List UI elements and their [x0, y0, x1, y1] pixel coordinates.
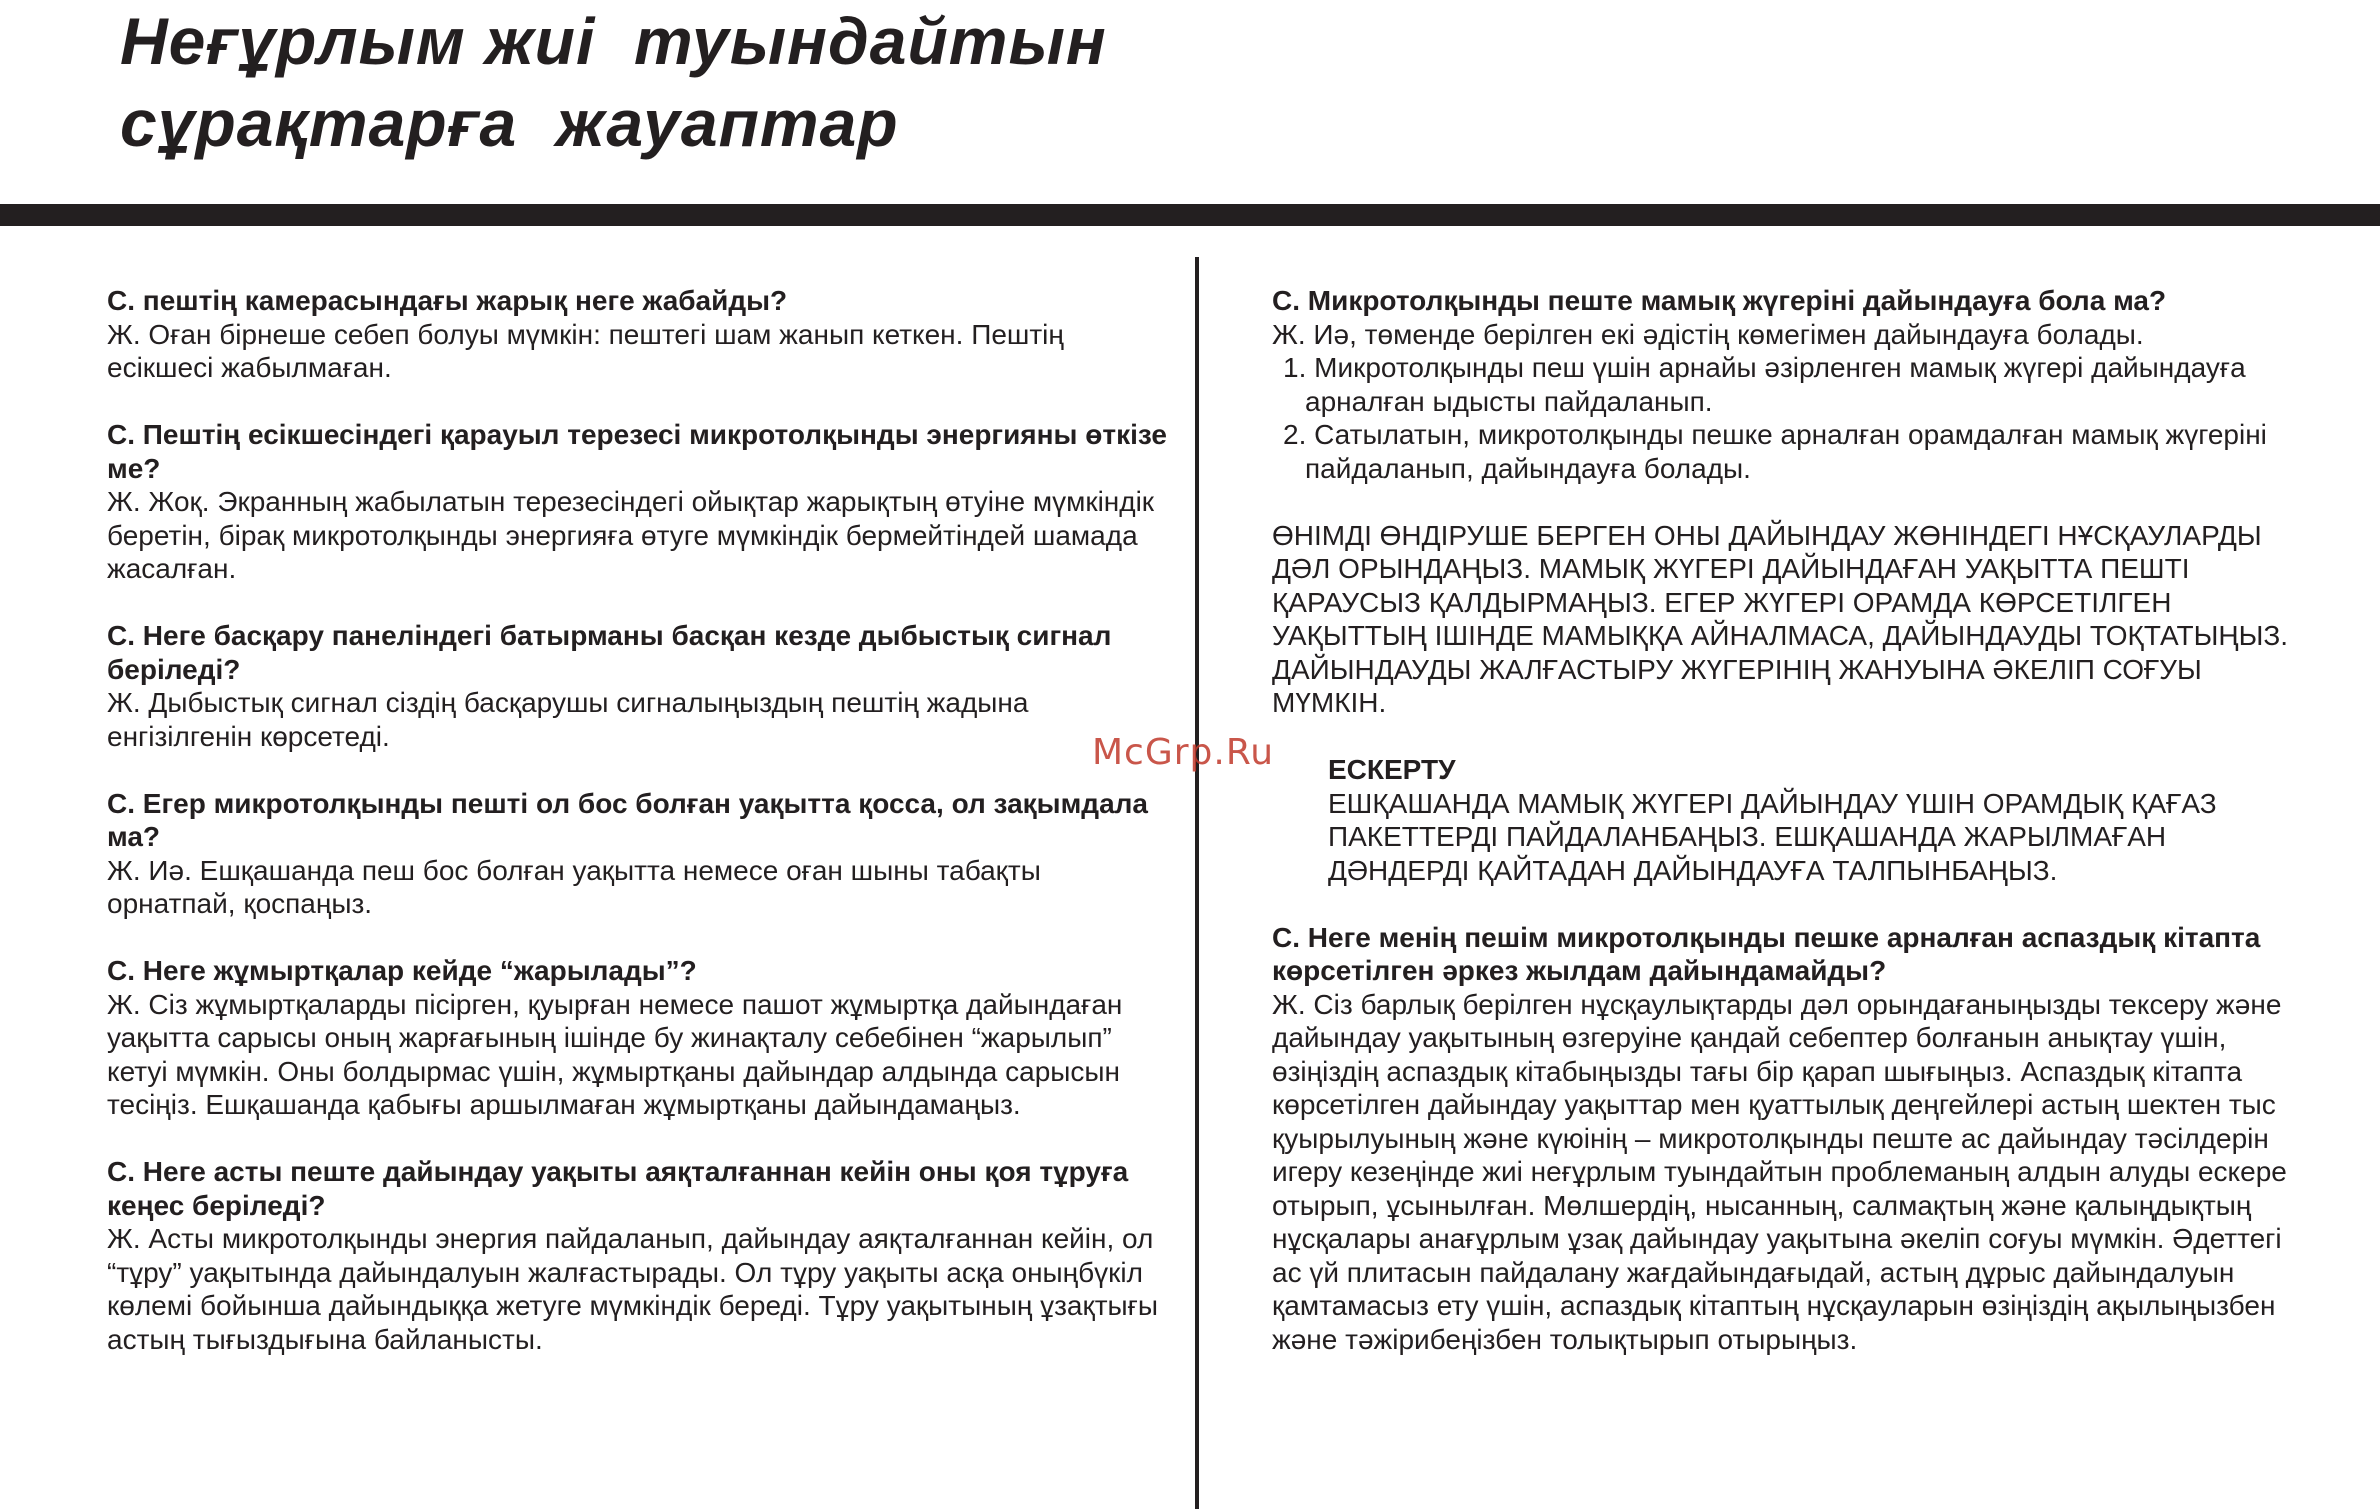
- faq-item-door-window: [107, 418, 1167, 586]
- faq-question: С. Егер микротолқынды пешті ол бос болған уақытта қосса, ол зақымдала ма?: [107, 787, 1149, 852]
- page-title: Неғұрлым жиі туындайтын сұрақтарға жауаптар: [120, 4, 1107, 160]
- faq-answer: Ж. Жоқ. Экранның жабылатын терезесіндегі ойықтар жарықтың өтуіне мүмкіндік беретін, бірақ микротолқынды энергияға өтуге мүмкіндік бермейтіндей шамада жасалған.: [107, 486, 1155, 584]
- faq-question: С. пештің камерасындағы жарық неге жабайды?: [107, 285, 788, 316]
- warning-title: ЕСКЕРТУ: [1328, 754, 1456, 785]
- faq-item-beep: [107, 619, 1167, 753]
- faq-question: С. Неге асты пеште дайындау уақыты аяқталғаннан кейін оны қоя тұруға кеңес беріледі?: [107, 1156, 1129, 1221]
- faq-answer: Ж. Оған бірнеше себеп болуы мүмкін: пештегі шам жанып кеткен. Пештің есікшесі жабылмаған.: [107, 318, 1064, 383]
- warning-block: [1328, 753, 2292, 887]
- left-column: [107, 284, 1167, 1390]
- faq-question: С. Неге басқару панеліндегі батырманы басқан кезде дыбыстық сигнал беріледі?: [107, 620, 1112, 685]
- warning-text: ЕШҚАШАНДА МАМЫҚ ЖҮГЕРІ ДАЙЫНДАУ ҮШІН ОРАМДЫҚ ҚАҒАЗ ПАКЕТТЕРДІ ПАЙДАЛАНБАҢЫЗ. ЕШҚАШАНДА ЖАРЫЛМАҒАН ДӘНДЕРДІ ҚАЙТАДАН ДАЙЫНДАУҒА ТАЛПЫНБАҢЫЗ.: [1328, 787, 2217, 886]
- faq-answer: Ж. Иә. Ешқашанда пеш бос болған уақытта немесе оған шыны табақты орнатпай, қоспаңыз.: [107, 854, 1041, 919]
- faq-item-eggs: [107, 954, 1167, 1122]
- popcorn-method-list: [1272, 351, 2292, 485]
- faq-item-cookbook: [1272, 921, 2292, 1357]
- faq-item-empty-oven: [107, 787, 1167, 921]
- faq-answer: Ж. Асты микротолқынды энергия пайдаланып, дайындау аяқталғаннан кейін, ол “тұру” уақытында дайындалуын жалғастырады. Ол тұру уақыты асқа оныңбүкіл көлемі бойынша дайындыққа жетуге мүмкіндік береді. Тұру уақытының ұзақтығы астың тығыздығына байланысты.: [107, 1223, 1159, 1355]
- faq-item-light: [107, 284, 1167, 385]
- faq-question: С. Пештің есікшесіндегі қарауыл терезесі микротолқынды энергияны өткізе ме?: [107, 419, 1167, 484]
- faq-question: С. Неге жұмыртқалар кейде “жарылады”?: [107, 955, 697, 986]
- faq-item-popcorn: [1272, 284, 2292, 485]
- list-item: 1. Микротолқынды пеш үшін арнайы әзірленген мамық жүгері дайындауға арналған ыдысты пайдаланып.: [1283, 352, 2246, 417]
- watermark: McGrp.Ru: [1092, 732, 1275, 773]
- right-column: [1272, 284, 2292, 1390]
- faq-answer: Ж. Сіз жұмыртқаларды пісірген, қуырған немесе пашот жұмыртқа дайындаған уақытта сарысы оның жарғағының ішінде бу жинақталу себебінен “жарылып” кетуі мүмкін. Оны болдырмас үшін, жұмыртқаны дайындар алдында сарысын тесіңіз. Ешқашанда қабығы аршылмаған жұмыртқаны дайындамаңыз.: [107, 988, 1123, 1120]
- title-rule: [0, 204, 2380, 226]
- column-divider: [1195, 257, 1199, 1509]
- faq-answer: Ж. Дыбыстық сигнал сіздің басқарушы сигналыңыздың пештің жадына енгізілгенін көрсетеді.: [107, 687, 1029, 752]
- popcorn-caps-notice: ӨНІМДІ ӨНДІРУШЕ БЕРГЕН ОНЫ ДАЙЫНДАУ ЖӨНІНДЕГІ НҰСҚАУЛАРДЫ ДӘЛ ОРЫНДАҢЫЗ. МАМЫҚ ЖҮГЕРІ ДАЙЫНДАҒАН УАҚЫТТА ПЕШТІ ҚАРАУСЫЗ ҚАЛДЫРМАҢЫЗ. ЕГЕР ЖҮГЕРІ ОРАМДА КӨРСЕТІЛГЕН УАҚЫТТЫҢ ІШІНДЕ МАМЫҚҚА АЙНАЛМАСА, ДАЙЫНДАУДЫ ТОҚТАТЫҢЫЗ. ДАЙЫНДАУДЫ ЖАЛҒАСТЫРУ ЖҮГЕРІНІҢ ЖАНУЫНА ӘКЕЛІП СОҒУЫ МҮМКІН.: [1272, 519, 2289, 718]
- faq-answer: Ж. Сіз барлық берілген нұсқаулықтарды дәл орындағаныңызды тексеру және дайындау уақытының өзгеруіне қандай себептер болғанын анықтау үшін, өзіңіздің аспаздық кітабыңызды тағы бір қарап шығыңыз. Аспаздық кітапта көрсетілген дайындау уақыттар мен қуаттылық деңгейлері астың шектен тыс қуырылуының және күюінің – микротолқынды пеште ас дайындау тәсілдерін игеру кезеңінде жиі неғұрлым туындайтын проблеманың алдын алуды ескере отырып, ұсынылған. Мөлшердің, нысанның, салмақтың және қалыңдықтың нұсқалары анағұрлым ұзақ дайындау уақытына әкеліп соғуы мүмкін. Әдеттегі ас үй плитасын пайдалану жағдайындағыдай, астың дұрыс дайындалуын қамтамасыз ету үшін, аспаздық кітаптың нұсқауларын өзіңіздің ақылыңызбен және тәжірибеңізбен толықтырып отырыңыз.: [1272, 988, 2287, 1355]
- faq-question: С. Микротолқынды пеште мамық жүгеріні дайындауға бола ма?: [1272, 285, 2167, 316]
- list-item: 2. Сатылатын, микротолқынды пешке арналған орамдалған мамық жүгеріні пайдаланып, дайындауға болады.: [1283, 419, 2267, 484]
- faq-question: С. Неге менің пешім микротолқынды пешке арналған аспаздық кітапта көрсетілген әркез жылдам дайындамайды?: [1272, 921, 2261, 986]
- faq-answer: Ж. Иә, төменде берілген екі әдістің көмегімен дайындауға болады.: [1272, 318, 2144, 350]
- faq-item-standing-time: [107, 1155, 1167, 1356]
